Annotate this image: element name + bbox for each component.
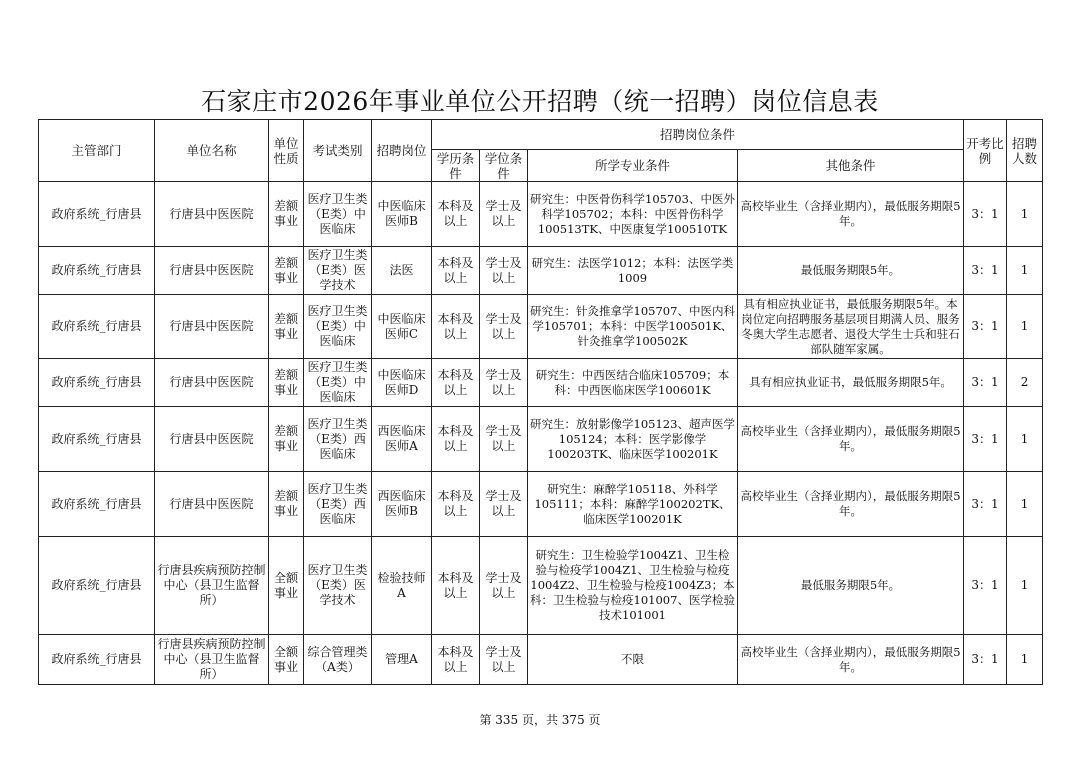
cell-major: 研究生：放射影像学105123、超声医学105124；本科：医学影像学100203TK、临床医学100201K	[528, 407, 738, 472]
cell-edu: 本科及以上	[432, 472, 480, 537]
cell-edu: 本科及以上	[432, 359, 480, 407]
cell-count: 1	[1007, 537, 1043, 635]
cell-nature: 全额事业	[269, 537, 304, 635]
cell-unit: 行唐县中医医院	[155, 472, 269, 537]
cell-post: 西医临床医师B	[372, 472, 432, 537]
cell-other: 最低服务期限5年。	[738, 537, 964, 635]
cell-degree: 学士及以上	[480, 182, 528, 247]
cell-count: 2	[1007, 359, 1043, 407]
header-ratio: 开考比例	[964, 120, 1007, 182]
cell-degree: 学士及以上	[480, 295, 528, 359]
cell-post: 中医临床医师B	[372, 182, 432, 247]
cell-exam: 医疗卫生类（E类）西医临床	[304, 407, 372, 472]
table-row	[39, 359, 1043, 407]
cell-count: 1	[1007, 407, 1043, 472]
cell-other: 具有相应执业证书，最低服务期限5年。本岗位定向招聘服务基层项目期满人员、服务冬奥大学生志愿者、退役大学生士兵和驻石部队随军家属。	[738, 295, 964, 359]
cell-ratio: 3：1	[964, 182, 1007, 247]
cell-other: 高校毕业生（含择业期内），最低服务期限5年。	[738, 635, 964, 685]
table-row	[39, 537, 1043, 635]
header-major: 所学专业条件	[528, 150, 738, 182]
cell-dept: 政府系统_行唐县	[39, 182, 155, 247]
cell-dept: 政府系统_行唐县	[39, 635, 155, 685]
header-count: 招聘人数	[1007, 120, 1043, 182]
header-unit: 单位名称	[155, 120, 269, 182]
cell-edu: 本科及以上	[432, 182, 480, 247]
cell-degree: 学士及以上	[480, 472, 528, 537]
cell-exam: 医疗卫生类（E类）中医临床	[304, 182, 372, 247]
cell-dept: 政府系统_行唐县	[39, 407, 155, 472]
cell-nature: 差额事业	[269, 295, 304, 359]
cell-count: 1	[1007, 635, 1043, 685]
cell-other: 具有相应执业证书，最低服务期限5年。	[738, 359, 964, 407]
cell-nature: 差额事业	[269, 359, 304, 407]
header-degree: 学位条件	[480, 150, 528, 182]
header-edu: 学历条件	[432, 150, 480, 182]
header-conditions: 招聘岗位条件	[432, 120, 964, 150]
cell-major: 研究生：中西医结合临床105709；本科：中西医临床医学100601K	[528, 359, 738, 407]
cell-degree: 学士及以上	[480, 247, 528, 295]
table-row	[39, 472, 1043, 537]
cell-major: 不限	[528, 635, 738, 685]
header-exam: 考试类别	[304, 120, 372, 182]
cell-unit: 行唐县中医医院	[155, 295, 269, 359]
cell-degree: 学士及以上	[480, 635, 528, 685]
cell-exam: 医疗卫生类（E类）医学技术	[304, 537, 372, 635]
table-row	[39, 247, 1043, 295]
cell-dept: 政府系统_行唐县	[39, 359, 155, 407]
cell-unit: 行唐县中医医院	[155, 359, 269, 407]
cell-other: 最低服务期限5年。	[738, 247, 964, 295]
cell-post: 西医临床医师A	[372, 407, 432, 472]
cell-exam: 综合管理类（A类）	[304, 635, 372, 685]
cell-exam: 医疗卫生类（E类）中医临床	[304, 295, 372, 359]
cell-degree: 学士及以上	[480, 359, 528, 407]
cell-major: 研究生：针灸推拿学105707、中医内科学105701；本科：中医学100501K、针灸推拿学100502K	[528, 295, 738, 359]
cell-post: 法医	[372, 247, 432, 295]
cell-nature: 差额事业	[269, 472, 304, 537]
cell-ratio: 3：1	[964, 359, 1007, 407]
cell-ratio: 3：1	[964, 537, 1007, 635]
header-other: 其他条件	[738, 150, 964, 182]
cell-edu: 本科及以上	[432, 247, 480, 295]
cell-major: 研究生：麻醉学105118、外科学105111；本科：麻醉学100202TK、临床医学100201K	[528, 472, 738, 537]
cell-unit: 行唐县中医医院	[155, 247, 269, 295]
cell-degree: 学士及以上	[480, 407, 528, 472]
cell-major: 研究生：中医骨伤科学105703、中医外科学105702；本科：中医骨伤科学100513TK、中医康复学100510TK	[528, 182, 738, 247]
cell-edu: 本科及以上	[432, 295, 480, 359]
header-dept: 主管部门	[39, 120, 155, 182]
header-post: 招聘岗位	[372, 120, 432, 182]
cell-ratio: 3：1	[964, 247, 1007, 295]
cell-count: 1	[1007, 295, 1043, 359]
recruitment-table	[38, 119, 1043, 685]
cell-dept: 政府系统_行唐县	[39, 472, 155, 537]
cell-nature: 全额事业	[269, 635, 304, 685]
cell-dept: 政府系统_行唐县	[39, 247, 155, 295]
cell-unit: 行唐县中医医院	[155, 182, 269, 247]
cell-major: 研究生：法医学1012；本科：法医学类1009	[528, 247, 738, 295]
cell-exam: 医疗卫生类（E类）中医临床	[304, 359, 372, 407]
cell-other: 高校毕业生（含择业期内），最低服务期限5年。	[738, 182, 964, 247]
cell-edu: 本科及以上	[432, 635, 480, 685]
cell-other: 高校毕业生（含择业期内），最低服务期限5年。	[738, 407, 964, 472]
cell-ratio: 3：1	[964, 635, 1007, 685]
cell-exam: 医疗卫生类（E类）西医临床	[304, 472, 372, 537]
cell-edu: 本科及以上	[432, 537, 480, 635]
table-row	[39, 635, 1043, 685]
table-row	[39, 295, 1043, 359]
cell-nature: 差额事业	[269, 182, 304, 247]
cell-unit: 行唐县疾病预防控制中心（县卫生监督所）	[155, 635, 269, 685]
cell-other: 高校毕业生（含择业期内），最低服务期限5年。	[738, 472, 964, 537]
cell-dept: 政府系统_行唐县	[39, 295, 155, 359]
cell-nature: 差额事业	[269, 247, 304, 295]
page-number: 第 335 页，共 375 页	[479, 713, 601, 727]
cell-ratio: 3：1	[964, 295, 1007, 359]
cell-major: 研究生：卫生检验学1004Z1、卫生检验与检疫学1004Z1、卫生检验与检疫1004Z2、卫生检验与检疫1004Z3；本科：卫生检验与检疫101007、医学检验技术101001	[528, 537, 738, 635]
cell-nature: 差额事业	[269, 407, 304, 472]
cell-post: 中医临床医师C	[372, 295, 432, 359]
cell-post: 中医临床医师D	[372, 359, 432, 407]
cell-unit: 行唐县中医医院	[155, 407, 269, 472]
cell-unit: 行唐县疾病预防控制中心（县卫生监督所）	[155, 537, 269, 635]
cell-count: 1	[1007, 182, 1043, 247]
cell-ratio: 3：1	[964, 407, 1007, 472]
cell-dept: 政府系统_行唐县	[39, 537, 155, 635]
cell-edu: 本科及以上	[432, 407, 480, 472]
cell-post: 管理A	[372, 635, 432, 685]
table-row	[39, 182, 1043, 247]
header-nature: 单位性质	[269, 120, 304, 182]
page-title: 石家庄市2026年事业单位公开招聘（统一招聘）岗位信息表	[201, 87, 879, 116]
cell-post: 检验技师A	[372, 537, 432, 635]
cell-ratio: 3：1	[964, 472, 1007, 537]
cell-exam: 医疗卫生类（E类）医学技术	[304, 247, 372, 295]
cell-degree: 学士及以上	[480, 537, 528, 635]
cell-count: 1	[1007, 247, 1043, 295]
cell-count: 1	[1007, 472, 1043, 537]
table-row	[39, 407, 1043, 472]
